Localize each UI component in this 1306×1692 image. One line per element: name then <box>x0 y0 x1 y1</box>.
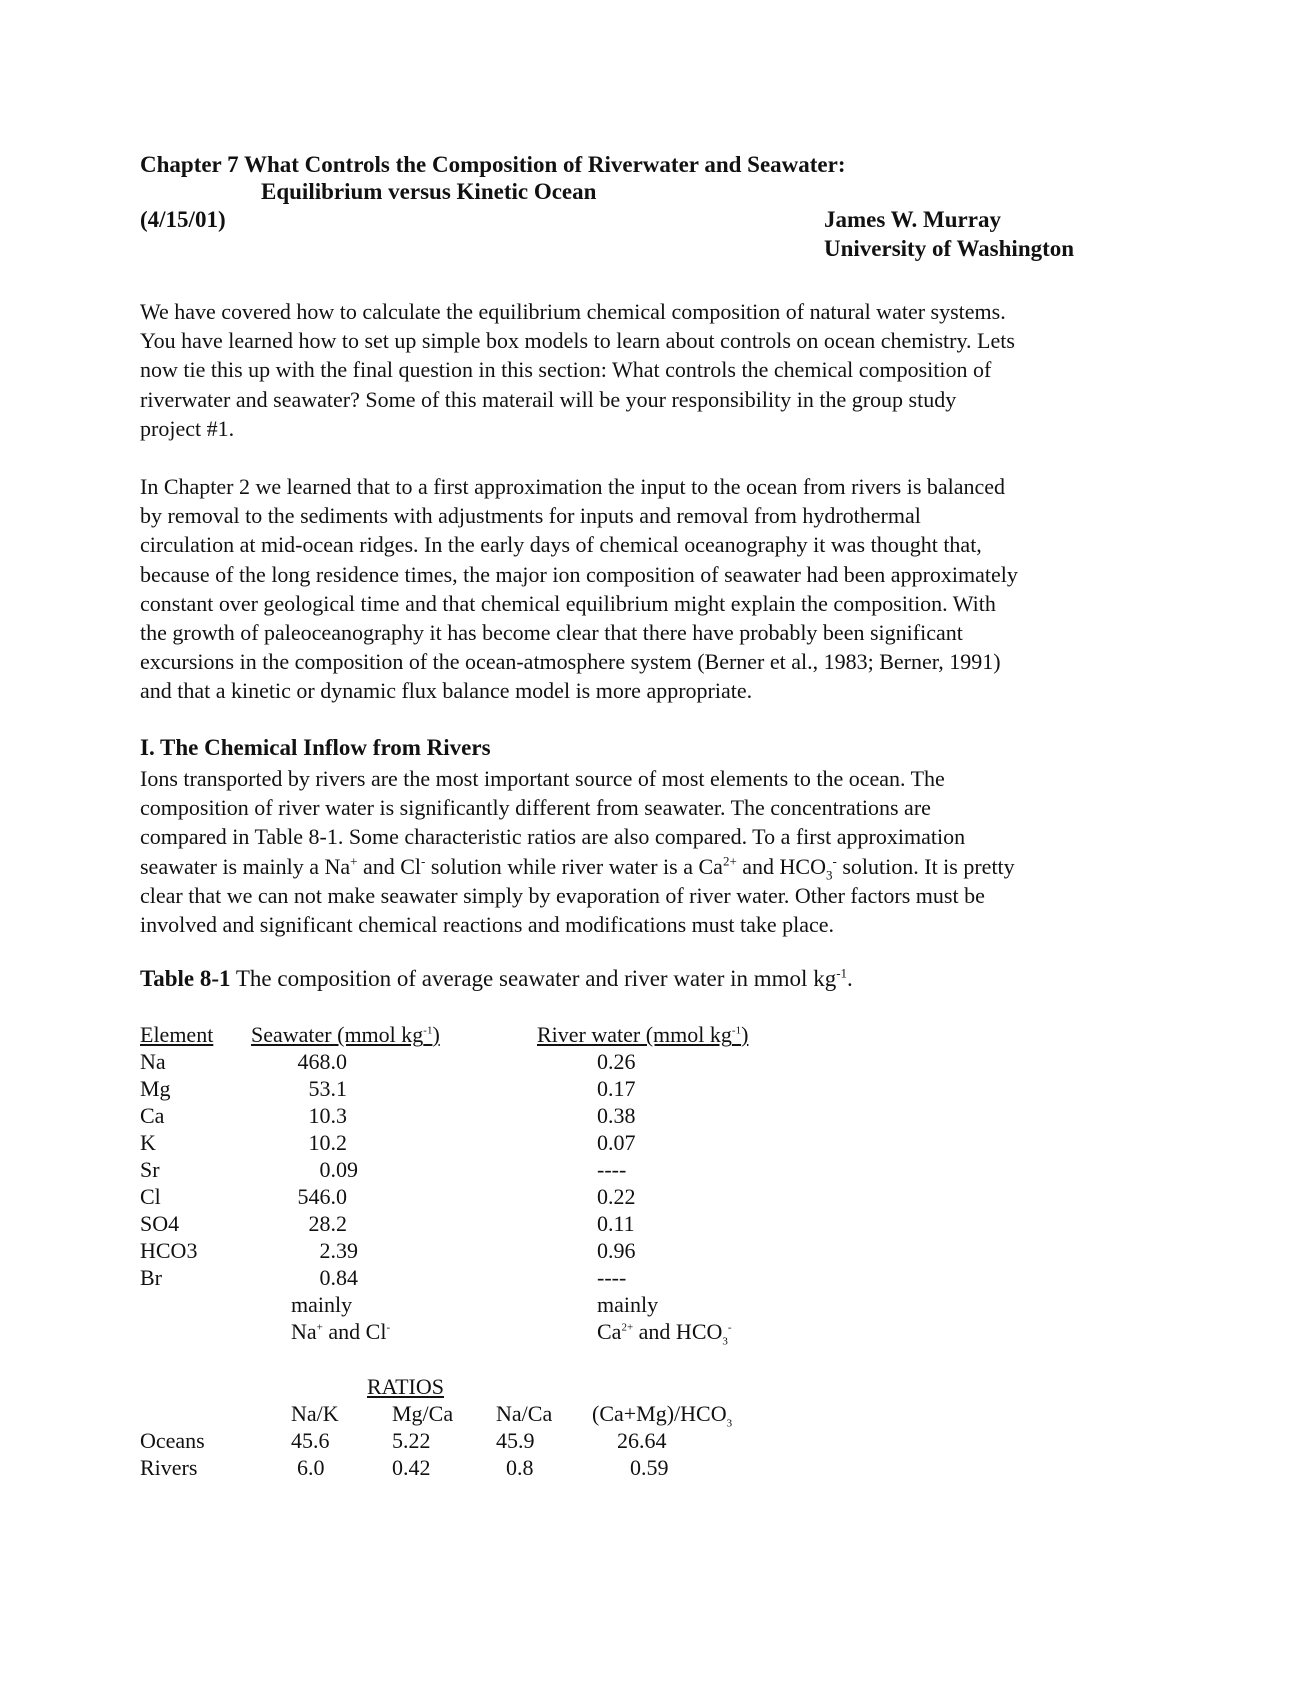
ratio-header: $(Ca+Mg)/HCO_3$ <box>592 1401 733 1430</box>
intro-line: We have covered how to calculate the equilibrium chemical composition of natural water systems. <box>140 299 1006 324</box>
paragraph-line: because of the long residence times, the major ion composition of seawater had been approximately <box>140 561 1018 587</box>
table-caption: Table 8-1 The composition of average seawater and river water in mmol $kg^{-1}$. <box>140 965 853 991</box>
column-header-element: Element <box>140 1022 214 1047</box>
chapter-title: Chapter 7 What Controls the Composition of Riverwater and Seawater: <box>140 152 846 177</box>
table-cell-river: 0.07 <box>597 1130 636 1155</box>
table-cell-seawater: 2.39 <box>319 1238 358 1263</box>
paragraph-line: composition of river water is significantly different from seawater. The concentrations are <box>140 795 931 821</box>
intro-line: now tie this up with the final question in this section: What controls the chemical composition of <box>140 357 992 383</box>
section-heading: I. The Chemical Inflow from Rivers <box>140 735 491 760</box>
intro-line: You have learned how to set up simple box models to learn about controls on ocean chemistry. Lets <box>140 328 1015 354</box>
ratio-cell: 45.6 <box>291 1428 330 1453</box>
table-cell-element: Cl <box>140 1184 161 1209</box>
table-cell-river: 0.17 <box>597 1076 636 1101</box>
paragraph-line: compared in Table 8-1. Some characteristic ratios are also compared. To a first approximation <box>140 824 966 850</box>
table-cell-element: HCO3 <box>140 1238 198 1263</box>
ratio-cell: 0.8 <box>506 1455 534 1480</box>
author-affiliation: University of Washington <box>824 236 1075 261</box>
table-cell-river: 0.96 <box>597 1238 636 1263</box>
ratio-row-label: Rivers <box>140 1455 198 1480</box>
river-major-ions: $Ca^{2+}$ and $HCO_3^-$ <box>597 1319 732 1348</box>
ratio-cell: 45.9 <box>496 1428 535 1453</box>
table-cell-element: Br <box>140 1265 162 1290</box>
chapter-subtitle: Equilibrium versus Kinetic Ocean <box>261 179 597 204</box>
ratio-header: Na/Ca <box>496 1401 553 1426</box>
table-cell-seawater: 10.2 <box>308 1130 347 1155</box>
column-header-river: River water (mmol $kg^{-1}$) <box>537 1022 749 1047</box>
table-cell-seawater: 0.09 <box>319 1157 358 1182</box>
column-header-seawater: Seawater (mmol $kg^{-1}$) <box>251 1022 440 1047</box>
ratio-cell: 5.22 <box>392 1428 431 1453</box>
river-mainly-label: mainly <box>597 1292 659 1317</box>
seawater-major-ions: Na+ and Cl- <box>291 1319 391 1344</box>
table-cell-seawater: 468.0 <box>297 1049 347 1074</box>
table-cell-element: SO4 <box>140 1211 180 1236</box>
paragraph-line: and that a kinetic or dynamic flux balance model is more appropriate. <box>140 678 753 704</box>
document-date: (4/15/01) <box>140 207 226 232</box>
paragraph-line: circulation at mid-ocean ridges. In the early days of chemical oceanography it was thought that, <box>140 532 982 558</box>
paragraph-line: Ions transported by rivers are the most important source of most elements to the ocean. The <box>140 766 945 791</box>
paragraph-line: constant over geological time and that chemical equilibrium might explain the composition. With <box>140 590 996 616</box>
table-cell-seawater: 546.0 <box>297 1184 347 1209</box>
ratio-cell: 0.42 <box>392 1455 431 1480</box>
table-cell-river: 0.11 <box>597 1211 635 1236</box>
table-cell-seawater: 53.1 <box>308 1076 347 1101</box>
paragraph-line: In Chapter 2 we learned that to a first approximation the input to the ocean from rivers is balanced <box>140 474 1006 499</box>
paragraph-line-with-ions: seawater is mainly a Na+ and Cl- solution while river water is a $Ca^{2+}$ and $HCO_3^-$ solution. It is pretty <box>140 853 1015 882</box>
paragraph-2 <box>140 472 1170 706</box>
ratios-heading: RATIOS <box>367 1374 445 1399</box>
paragraph-line: excursions in the composition of the ocean-atmosphere system (Berner et al., 1983; Berner, 1991) <box>140 649 1001 675</box>
intro-paragraph <box>140 297 1170 443</box>
ratio-header: Na/K <box>291 1401 339 1426</box>
ratio-header: Mg/Ca <box>392 1401 454 1426</box>
paragraph-line: the growth of paleoceanography it has become clear that there have probably been significant <box>140 619 963 645</box>
section-1-paragraph <box>140 764 1170 939</box>
table-cell-seawater: 0.84 <box>319 1265 358 1290</box>
author-name: James W. Murray <box>824 207 1001 232</box>
paragraph-line: involved and significant chemical reactions and modifications must take place. <box>140 911 834 937</box>
table-cell-river: 0.38 <box>597 1103 636 1128</box>
ratio-row-label: Oceans <box>140 1428 205 1453</box>
table-cell-seawater: 28.2 <box>308 1211 347 1236</box>
seawater-mainly-label: mainly <box>291 1292 353 1317</box>
intro-line: project #1. <box>140 415 235 441</box>
ratio-cell: 6.0 <box>297 1455 325 1480</box>
ratio-cell: 0.59 <box>630 1455 669 1480</box>
table-cell-element: Sr <box>140 1157 160 1182</box>
table-cell-element: Mg <box>140 1076 171 1101</box>
paragraph-line: by removal to the sediments with adjustments for inputs and removal from hydrothermal <box>140 503 921 529</box>
table-cell-seawater: 10.3 <box>308 1103 347 1128</box>
table-cell-element: K <box>140 1130 156 1155</box>
table-cell-element: Ca <box>140 1103 165 1128</box>
table-cell-river: ---- <box>597 1265 627 1290</box>
paragraph-line: clear that we can not make seawater simply by evaporation of river water. Other factors must be <box>140 882 985 908</box>
ratio-cell: 26.64 <box>617 1428 667 1453</box>
table-cell-element: Na <box>140 1049 166 1074</box>
table-cell-river: 0.22 <box>597 1184 636 1209</box>
table-cell-river: ---- <box>597 1157 627 1182</box>
intro-line: riverwater and seawater? Some of this materail will be your responsibility in the group study <box>140 386 957 412</box>
table-cell-river: 0.26 <box>597 1049 636 1074</box>
